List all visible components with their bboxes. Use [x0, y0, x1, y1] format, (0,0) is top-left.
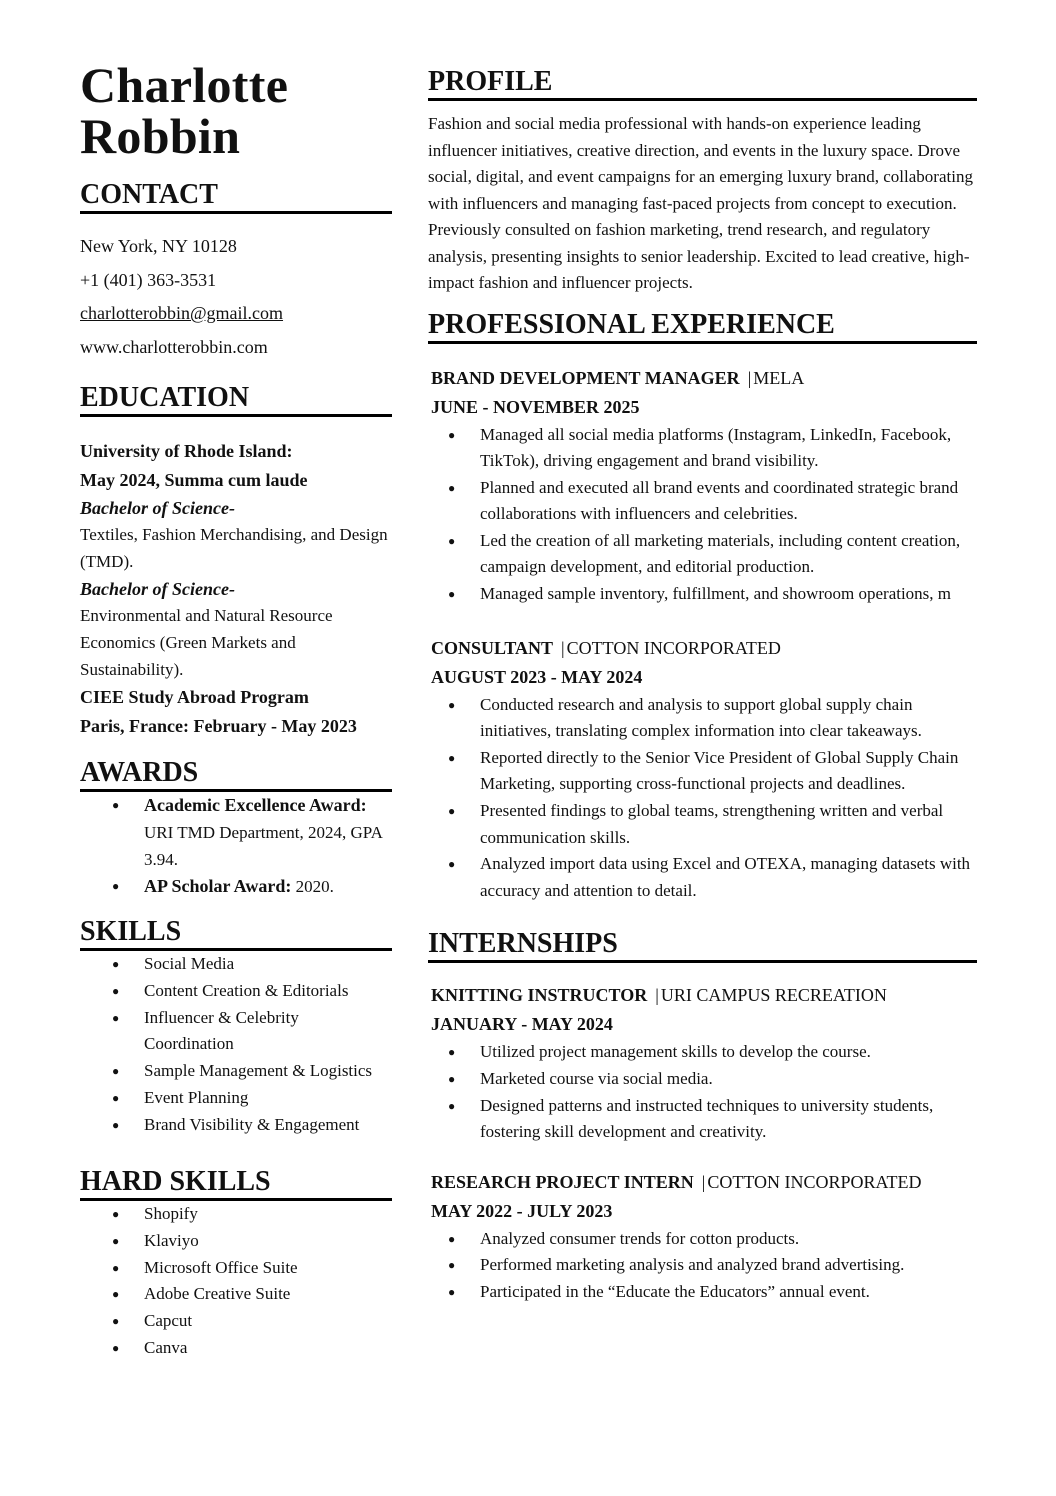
job-dates: JANUARY - MAY 2024: [431, 1014, 613, 1035]
job-company: COTTON INCORPORATED: [566, 637, 781, 658]
bullet-icon: ●: [448, 750, 456, 765]
bullet-icon: ●: [112, 1064, 120, 1079]
duty-item: ● Reported directly to the Senior Vice President of Global Supply Chain Marketing, supporting cross-functional projects and deadlines.: [428, 745, 977, 798]
duty-item: ● Marketed course via social media.: [428, 1066, 977, 1093]
job-company: COTTON INCORPORATED: [707, 1171, 922, 1192]
degree-2: Bachelor of Science-: [80, 578, 235, 599]
hard-skill-item: ● Canva: [80, 1335, 392, 1362]
profile-section: [428, 66, 977, 297]
internship-entry: [428, 1168, 977, 1306]
bullet-icon: ●: [112, 879, 120, 894]
awards-heading: AWARDS: [80, 757, 392, 792]
job-company: URI CAMPUS RECREATION: [660, 985, 887, 1006]
hard-skill-item: ● Shopify: [80, 1201, 392, 1228]
bullet-icon: ●: [448, 427, 456, 442]
bullet-icon: ●: [112, 1010, 120, 1025]
contact-email[interactable]: charlotterobbin@gmail.com: [80, 303, 284, 324]
profile-heading: PROFILE: [428, 66, 977, 101]
study-abroad-detail: Paris, France: February - May 2023: [80, 716, 357, 737]
job-dates: MAY 2022 - JULY 2023: [431, 1200, 613, 1221]
education-entries: [80, 437, 392, 741]
hard-skill-item: ● Klaviyo: [80, 1228, 392, 1255]
awards-section: [80, 757, 392, 900]
job-duties: [428, 692, 977, 905]
school-name: University of Rhode Island:: [80, 441, 293, 462]
job-role: BRAND DEVELOPMENT MANAGER: [431, 367, 740, 388]
job-entry: [428, 634, 977, 905]
hard-skill-item: ● Capcut: [80, 1308, 392, 1335]
bullet-icon: ●: [112, 1287, 120, 1302]
duty-item: ● Managed all social media platforms (Instagram, LinkedIn, Facebook, TikTok), driving engagement and brand visibility.: [428, 422, 977, 475]
hard-skills-list: [80, 1201, 392, 1361]
internships-heading: INTERNSHIPS: [428, 928, 977, 963]
award-detail: URI TMD Department, 2024, GPA 3.94.: [144, 823, 382, 870]
skills-heading: SKILLS: [80, 916, 392, 951]
skill-item: ● Sample Management & Logistics: [80, 1058, 392, 1085]
bullet-icon: ●: [112, 1233, 120, 1248]
job-role: RESEARCH PROJECT INTERN: [431, 1171, 694, 1192]
award-name: AP Scholar Award:: [144, 876, 292, 897]
hard-skill-item: ● Microsoft Office Suite: [80, 1255, 392, 1282]
bullet-icon: ●: [448, 1045, 456, 1060]
job-role: KNITTING INSTRUCTOR: [431, 985, 648, 1006]
bullet-icon: ●: [112, 1260, 120, 1275]
bullet-icon: ●: [112, 957, 120, 972]
right-column: [428, 66, 977, 1306]
duty-item: ● Conducted research and analysis to support global supply chain initiatives, translating complex information into clear takeaways.: [428, 692, 977, 745]
internship-entry: [428, 981, 977, 1145]
skills-list: [80, 951, 392, 1138]
bullet-icon: ●: [112, 1340, 120, 1355]
bullet-icon: ●: [112, 1207, 120, 1222]
duty-item: ● Planned and executed all brand events and coordinated strategic brand collaborations with influencers and celebrities.: [428, 475, 977, 528]
duty-item: ● Analyzed consumer trends for cotton products.: [428, 1226, 977, 1253]
job-header: CONSULTANT | COTTON INCORPORATED: [431, 637, 781, 658]
contact-phone[interactable]: +1 (401) 363-3531: [80, 269, 217, 290]
job-dates: AUGUST 2023 - MAY 2024: [431, 666, 643, 687]
last-name: Robbin: [80, 108, 241, 164]
bullet-icon: ●: [448, 1258, 456, 1273]
degree-1-detail: Textiles, Fashion Merchandising, and Design (TMD).: [80, 525, 388, 572]
first-name: Charlotte: [80, 57, 289, 113]
duty-item: ● Performed marketing analysis and analyzed brand advertising.: [428, 1252, 977, 1279]
profile-text: Fashion and social media professional with hands-on experience leading influencer initiatives, creative direction, and events in the luxury space. Drove social, digital, and event campaigns for an emerging luxury brand, collaborating with influencers and managing fast-paced projects from concept to execution. Previously consulted on fashion marketing, trend research, and regulatory analysis, presenting insights to senior leadership. Excited to lead creative, high-impact fashion and influencer projects.: [428, 114, 973, 292]
bullet-icon: ●: [112, 984, 120, 999]
candidate-name: [80, 57, 392, 164]
award-name: Academic Excellence Award:: [144, 795, 367, 816]
left-column: [80, 57, 392, 1362]
experience-section: [428, 309, 977, 905]
award-item: [80, 792, 392, 873]
bullet-icon: ●: [448, 1284, 456, 1299]
bullet-icon: ●: [448, 697, 456, 712]
job-company: MELA: [753, 367, 805, 388]
bullet-icon: ●: [448, 1098, 456, 1113]
contact-section: [80, 179, 392, 364]
bullet-icon: ●: [448, 857, 456, 872]
hard-skills-heading: HARD SKILLS: [80, 1166, 392, 1201]
bullet-icon: ●: [448, 480, 456, 495]
skill-item: ● Content Creation & Editorials: [80, 978, 392, 1005]
bullet-icon: ●: [448, 1072, 456, 1086]
duty-item: ● Designed patterns and instructed techniques to university students, fostering skill development and creativity.: [428, 1093, 977, 1146]
job-header: BRAND DEVELOPMENT MANAGER | MELA: [431, 367, 805, 388]
education-section: [80, 382, 392, 741]
hard-skill-item: ● Adobe Creative Suite: [80, 1281, 392, 1308]
skill-item: ● Social Media: [80, 951, 392, 978]
job-duties: [428, 1226, 977, 1306]
degree-2-detail: Environmental and Natural Resource Economics (Green Markets and Sustainability).: [80, 605, 333, 679]
hard-skills-section: [80, 1166, 392, 1361]
duty-item: ● Participated in the “Educate the Educators” annual event.: [428, 1279, 977, 1306]
bullet-icon: ●: [112, 1117, 120, 1132]
award-item: [80, 873, 392, 900]
job-dates: JUNE - NOVEMBER 2025: [431, 396, 640, 417]
degree-1: Bachelor of Science-: [80, 498, 235, 519]
duty-item: ● Led the creation of all marketing materials, including content creation, campaign development, and editorial production.: [428, 528, 977, 581]
bullet-icon: ●: [448, 1231, 456, 1246]
bullet-icon: ●: [112, 798, 120, 813]
job-role: CONSULTANT: [431, 637, 554, 658]
duty-item: ● Utilized project management skills to develop the course.: [428, 1039, 977, 1066]
bullet-icon: ●: [448, 533, 456, 548]
job-header: RESEARCH PROJECT INTERN | COTTON INCORPORATED: [431, 1171, 922, 1192]
duty-item: ● Presented findings to global teams, strengthening written and verbal communication skills.: [428, 798, 977, 851]
job-duties: [428, 422, 977, 608]
job-duties: [428, 1039, 977, 1145]
contact-location: New York, NY 10128: [80, 236, 237, 256]
skill-item: ● Event Planning: [80, 1085, 392, 1112]
skill-item: ● Influencer & Celebrity Coordination: [80, 1005, 392, 1058]
contact-heading: CONTACT: [80, 179, 392, 214]
experience-heading: PROFESSIONAL EXPERIENCE: [428, 309, 977, 344]
bullet-icon: ●: [448, 804, 456, 819]
awards-list: [80, 792, 392, 900]
skill-item: ● Brand Visibility & Engagement: [80, 1112, 392, 1139]
duty-item: ● Analyzed import data using Excel and OTEXA, managing datasets with accuracy and attention to detail.: [428, 851, 977, 904]
internships-section: [428, 928, 977, 1305]
contact-list: [80, 230, 392, 364]
bullet-icon: ●: [448, 587, 456, 602]
contact-website[interactable]: www.charlotterobbin.com: [80, 336, 268, 357]
duty-item: ● Managed sample inventory, fulfillment, and showroom operations, m: [428, 581, 977, 608]
bullet-icon: ●: [112, 1314, 120, 1329]
award-detail: 2020.: [295, 877, 334, 897]
education-heading: EDUCATION: [80, 382, 392, 417]
job-header: KNITTING INSTRUCTOR | URI CAMPUS RECREATION: [431, 985, 887, 1006]
skills-section: [80, 916, 392, 1138]
bullet-icon: ●: [112, 1090, 120, 1105]
job-entry: [428, 364, 977, 608]
study-abroad: CIEE Study Abroad Program: [80, 687, 309, 708]
graduation-info: May 2024, Summa cum laude: [80, 470, 308, 491]
